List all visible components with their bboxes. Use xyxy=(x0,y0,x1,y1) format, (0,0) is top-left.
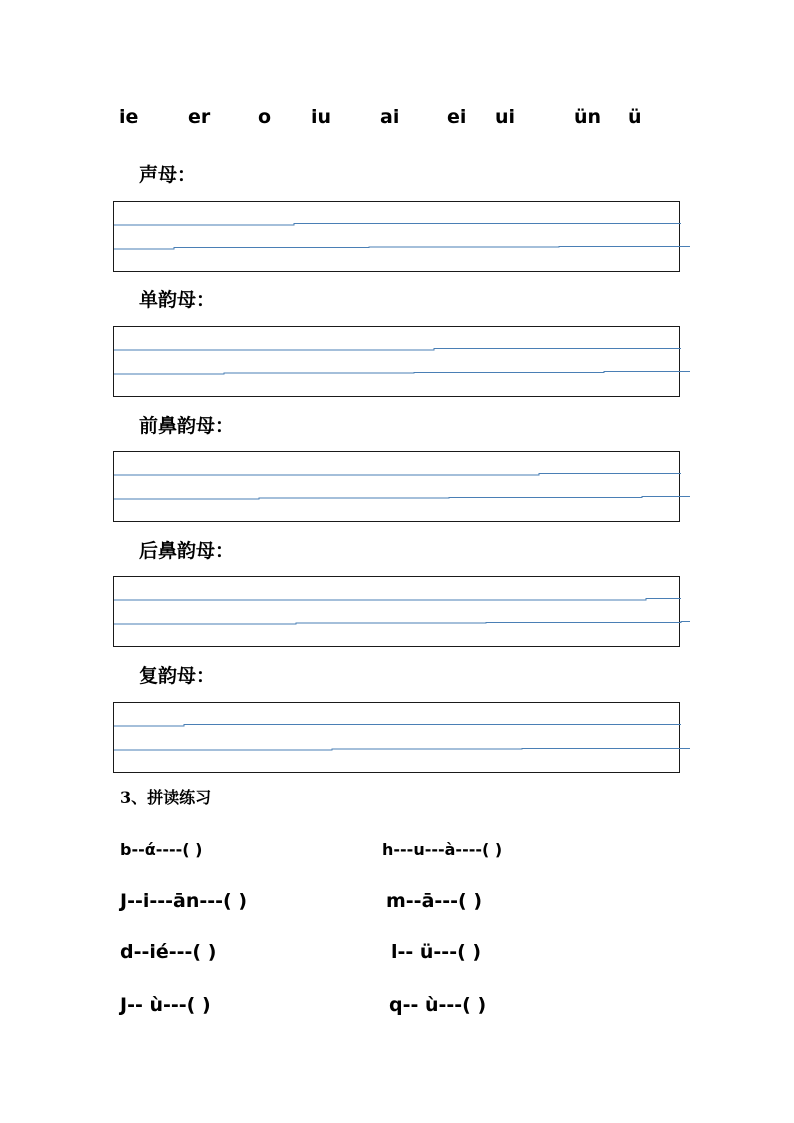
guide-lines xyxy=(114,577,681,648)
section-label-qianbiyunmu: 前鼻韵母： xyxy=(139,415,235,437)
guide-lines xyxy=(114,202,681,273)
exercise-4: m--ā---( ) xyxy=(386,890,483,912)
syllable-iu: iu xyxy=(311,106,332,128)
syllable-u-umlaut: ü xyxy=(628,106,642,128)
exercise-8: q-- ù---( ) xyxy=(389,994,487,1016)
writing-box-houbiyunmu[interactable] xyxy=(113,576,680,647)
syllable-ai: ai xyxy=(380,106,400,128)
section-label-shengmu: 声母： xyxy=(139,164,197,186)
writing-box-qianbiyunmu[interactable] xyxy=(113,451,680,522)
exercise-3: J--i---ān---( ) xyxy=(120,890,247,912)
syllable-er: er xyxy=(188,106,211,128)
syllable-o: o xyxy=(258,106,272,128)
practice-heading: 3、拼读练习 xyxy=(120,788,212,807)
section-label-danyunmu: 单韵母： xyxy=(139,289,216,311)
exercise-7: J-- ù---( ) xyxy=(120,994,211,1016)
syllable-ei: ei xyxy=(447,106,467,128)
syllable-ui: ui xyxy=(495,106,516,128)
exercise-2: h---u---à----( ) xyxy=(382,840,503,859)
guide-lines xyxy=(114,327,681,398)
section-label-houbiyunmu: 后鼻韵母： xyxy=(139,540,235,562)
syllable-un: ün xyxy=(574,106,602,128)
writing-box-danyunmu[interactable] xyxy=(113,326,680,397)
guide-lines xyxy=(114,452,681,523)
exercise-1: b--ά----( ) xyxy=(120,840,203,859)
exercise-6: l-- ü---( ) xyxy=(391,941,482,963)
writing-box-fuyunmu[interactable] xyxy=(113,702,680,773)
syllable-ie: ie xyxy=(119,106,139,128)
guide-lines xyxy=(114,703,681,774)
section-label-fuyunmu: 复韵母： xyxy=(139,665,216,687)
exercise-5: d--ié---( ) xyxy=(120,941,217,963)
writing-box-shengmu[interactable] xyxy=(113,201,680,272)
